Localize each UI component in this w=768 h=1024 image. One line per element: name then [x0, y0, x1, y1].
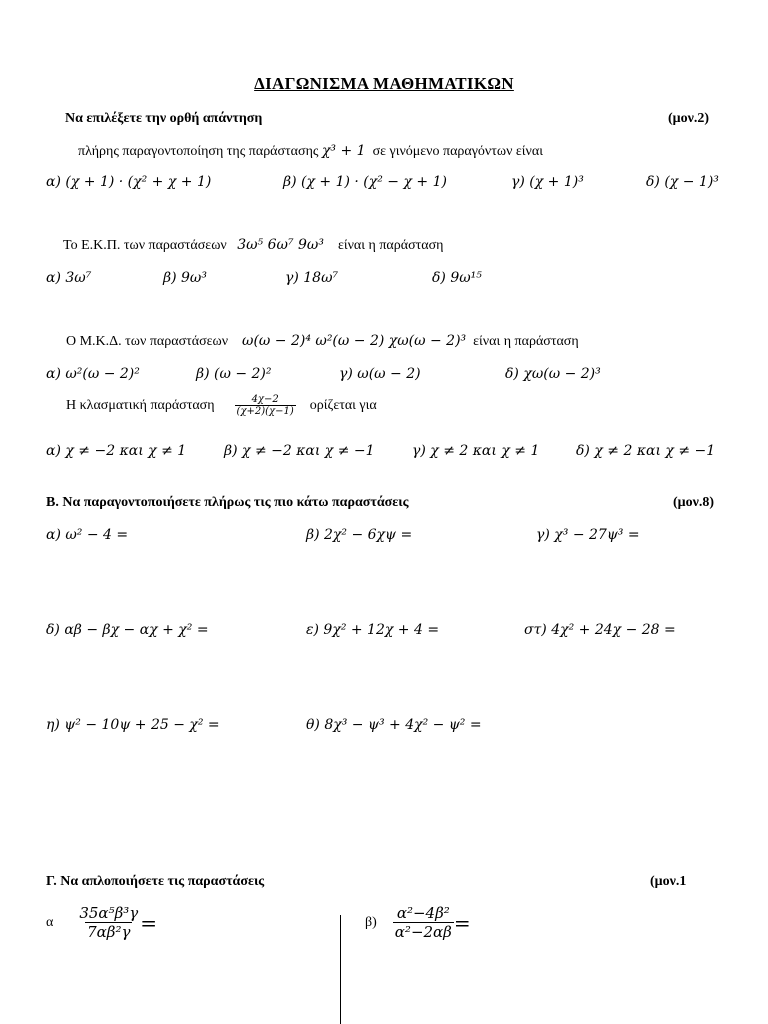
q4-question [66, 394, 377, 417]
exercise-c-alpha-equals: = [140, 910, 157, 935]
q4-tail: ορίζεται για [309, 397, 377, 413]
section-b-points: (μον.8) [673, 495, 715, 510]
section-a-heading: Να επιλέξετε την ορθή απάντηση [65, 111, 263, 126]
exercise-c-alpha-fraction [77, 904, 140, 941]
exercise-b-beta: β) 2χ² − 6χψ = [306, 527, 413, 543]
exercise-c-beta-equals: = [453, 910, 471, 935]
q3-option-d: δ) χω(ω − 2)³ [505, 366, 601, 382]
q2-option-d: δ) 9ω¹⁵ [432, 270, 482, 286]
exercise-b-epsilon: ε) 9χ² + 12χ + 4 = [306, 622, 440, 638]
q4-fraction-numerator: 4χ−2 [251, 394, 279, 405]
q4-option-d: δ) χ ≠ 2 και χ ≠ −1 [576, 443, 716, 459]
q2-option-a: α) 3ω⁷ [46, 270, 92, 286]
q2-text: Το Ε.Κ.Π. των παραστάσεων [63, 238, 227, 253]
q3-option-c: γ) ω(ω − 2) [339, 366, 421, 382]
section-a-points: (μον.2) [668, 111, 710, 126]
q1-option-c: γ) (χ + 1)³ [511, 174, 584, 190]
q3-option-a: α) ω²(ω − 2)² [46, 366, 140, 382]
q3-tail: είναι η παράσταση [473, 334, 579, 349]
q1-question [78, 143, 543, 160]
q1-expression: χ³ + 1 [321, 143, 366, 159]
column-divider [340, 915, 341, 1024]
q1-tail: σε γινόμενο παραγόντων είναι [372, 144, 543, 159]
exercise-c-alpha-label: α [46, 914, 54, 930]
exercise-b-theta: θ) 8χ³ − ψ³ + 4χ² − ψ² = [306, 717, 482, 733]
q2-tail: είναι η παράσταση [337, 238, 444, 253]
q4-option-b: β) χ ≠ −2 και χ ≠ −1 [224, 443, 375, 459]
q3-expressions: ω(ω − 2)⁴ ω²(ω − 2) χω(ω − 2)³ [242, 333, 467, 349]
exercise-b-gamma: γ) χ³ − 27ψ³ = [536, 527, 640, 543]
q4-text: Η κλασματική παράσταση [66, 397, 215, 413]
exercise-c-beta-label: β) [365, 914, 377, 930]
q4-fraction-denominator: (χ+2)(χ−1) [236, 406, 294, 417]
q2-option-b: β) 9ω³ [163, 270, 207, 286]
q1-option-b: β) (χ + 1) · (χ² − χ + 1) [283, 174, 447, 190]
exercise-c-beta-fraction [393, 904, 454, 941]
q4-fraction [235, 394, 296, 417]
q3-option-b: β) (ω − 2)² [196, 366, 272, 382]
exercise-c-beta-denominator: α²−2αβ [394, 923, 452, 941]
section-c-heading: Γ. Να απλοποιήσετε τις παραστάσεις [46, 874, 265, 889]
q4-option-c: γ) χ ≠ 2 και χ ≠ 1 [412, 443, 540, 459]
page-title: ΔΙΑΓΩΝΙΣΜΑ ΜΑΘΗΜΑΤΙΚΩΝ [254, 74, 514, 93]
q4-option-a: α) χ ≠ −2 και χ ≠ 1 [46, 443, 187, 459]
q3-question [66, 333, 579, 350]
exercise-b-eta: η) ψ² − 10ψ + 25 − χ² = [46, 717, 220, 733]
q2-option-c: γ) 18ω⁷ [285, 270, 339, 286]
exercise-b-st: στ) 4χ² + 24χ − 28 = [524, 622, 676, 638]
section-b-heading: Β. Να παραγοντοποιήσετε πλήρως τις πιο κάτω παραστάσεις [46, 495, 409, 510]
exercise-b-alpha: α) ω² − 4 = [46, 527, 129, 543]
q3-text: Ο Μ.Κ.Δ. των παραστάσεων [66, 334, 229, 349]
q1-option-a: α) (χ + 1) · (χ² + χ + 1) [46, 174, 212, 190]
q2-question [63, 237, 443, 254]
exercise-c-alpha [46, 904, 157, 941]
q1-option-d: δ) (χ − 1)³ [646, 174, 719, 190]
q2-expressions: 3ω⁵ 6ω⁷ 9ω³ [237, 237, 324, 253]
section-c-points: (μον.1 [650, 874, 687, 889]
exercise-c-alpha-denominator: 7αβ²γ [87, 923, 131, 941]
exercise-b-delta: δ) αβ − βχ − αχ + χ² = [46, 622, 209, 638]
exercise-c-beta-numerator: α²−4β² [396, 904, 450, 922]
exercise-c-alpha-numerator: 35α⁵β³γ [79, 904, 139, 922]
exercise-c-beta [365, 904, 471, 941]
q1-text: πλήρης παραγοντοποίηση της παράστασης [78, 144, 319, 159]
